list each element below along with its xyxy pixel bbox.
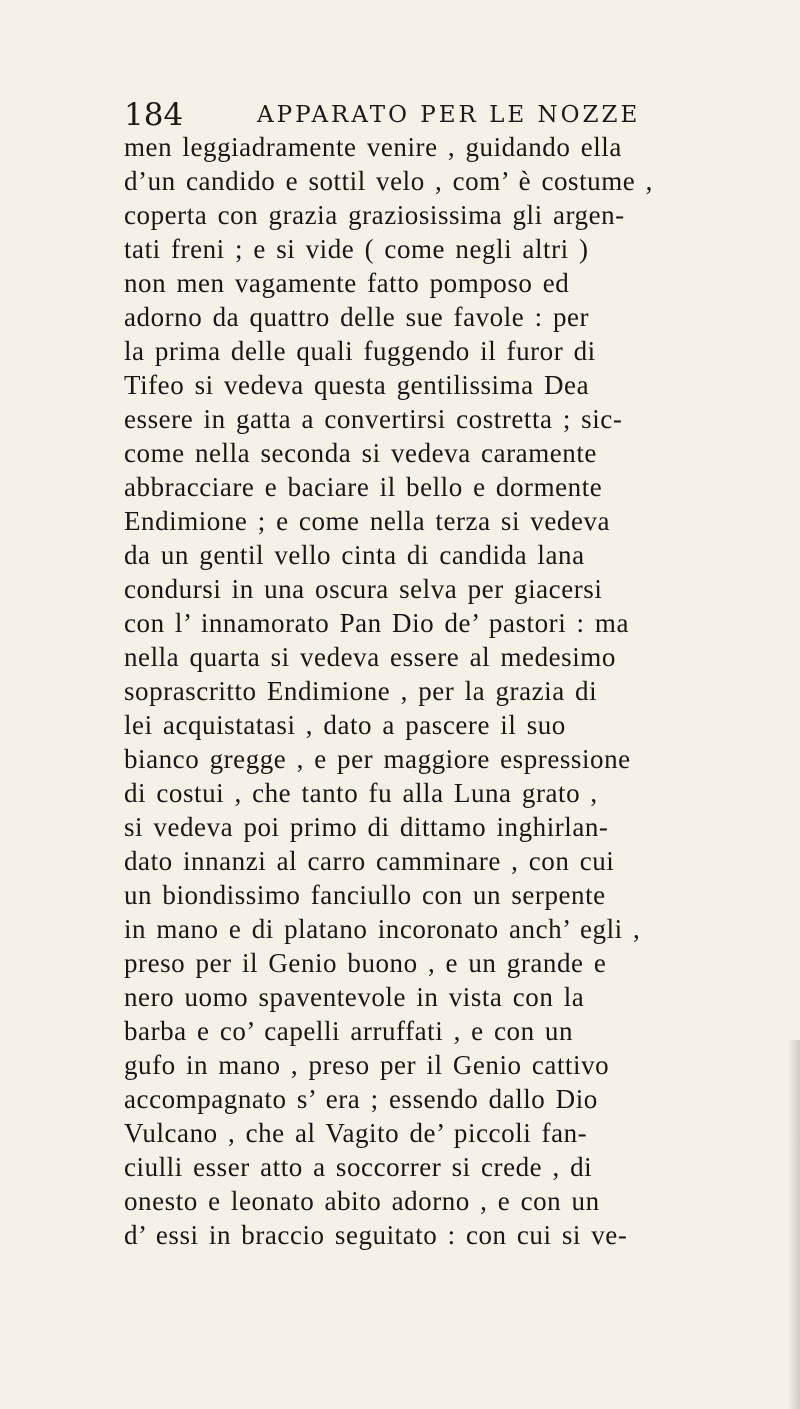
text-line: preso per il Genio buono , e un grande e — [124, 948, 607, 978]
text-line: ciulli esser atto a soccorrer si crede , di — [124, 1152, 593, 1182]
text-line: nella quarta si vedeva essere al medesimo — [124, 642, 616, 672]
text-line: non men vagamente fatto pomposo ed — [124, 268, 570, 298]
text-line: abbracciare e baciare il bello e dormente — [124, 472, 603, 502]
text-line: di costui , che tanto fu alla Luna grato , — [124, 778, 598, 808]
page-header — [124, 95, 764, 135]
text-line: Vulcano , che al Vagito de’ piccoli fan- — [124, 1118, 588, 1148]
text-line: si vedeva poi primo di dittamo inghirlan- — [124, 812, 609, 842]
text-line: accompagnato s’ era ; essendo dallo Dio — [124, 1084, 598, 1114]
text-line: la prima delle quali fuggendo il furor di — [124, 336, 596, 366]
text-line: d’un candido e sottil velo , com’ è costume , — [124, 166, 653, 196]
text-line: come nella seconda si vedeva caramente — [124, 438, 597, 468]
text-line: bianco gregge , e per maggiore espressione — [124, 744, 631, 774]
text-line: soprascritto Endimione , per la grazia di — [124, 676, 598, 706]
page-number: 184 — [124, 97, 184, 133]
text-line: coperta con grazia graziosissima gli argen- — [124, 200, 625, 230]
text-line: un biondissimo fanciullo con un serpente — [124, 880, 606, 910]
text-line: Endimione ; e come nella terza si vedeva — [124, 506, 611, 536]
text-line: d’ essi in braccio seguitato : con cui si ve- — [124, 1220, 628, 1250]
page-edge-shadow — [788, 1040, 800, 1409]
text-line: da un gentil vello cinta di candida lana — [124, 540, 585, 570]
text-line: in mano e di platano incoronato anch’ egli , — [124, 914, 641, 944]
text-line: adorno da quattro delle sue favole : per — [124, 302, 590, 332]
text-line: condursi in una oscura selva per giacersi — [124, 574, 603, 604]
text-line: Tifeo si vedeva questa gentilissima Dea — [124, 370, 590, 400]
text-line: men leggiadramente venire , guidando ella — [124, 132, 622, 162]
text-line: onesto e leonato abito adorno , e con un — [124, 1186, 600, 1216]
text-line: gufo in mano , preso per il Genio cattivo — [124, 1050, 610, 1080]
text-line: con l’ innamorato Pan Dio de’ pastori : ma — [124, 608, 629, 638]
text-line: essere in gatta a convertirsi costretta ; sic- — [124, 404, 623, 434]
running-head: APPARATO PER LE NOZZE — [257, 102, 641, 128]
text-line: tati freni ; e si vide ( come negli altri ) — [124, 234, 589, 264]
text-line: lei acquistatasi , dato a pascere il suo — [124, 710, 566, 740]
text-line: dato innanzi al carro camminare , con cui — [124, 846, 615, 876]
text-line: nero uomo spaventevole in vista con la — [124, 982, 585, 1012]
text-line: barba e co’ capelli arruffati , e con un — [124, 1016, 574, 1046]
